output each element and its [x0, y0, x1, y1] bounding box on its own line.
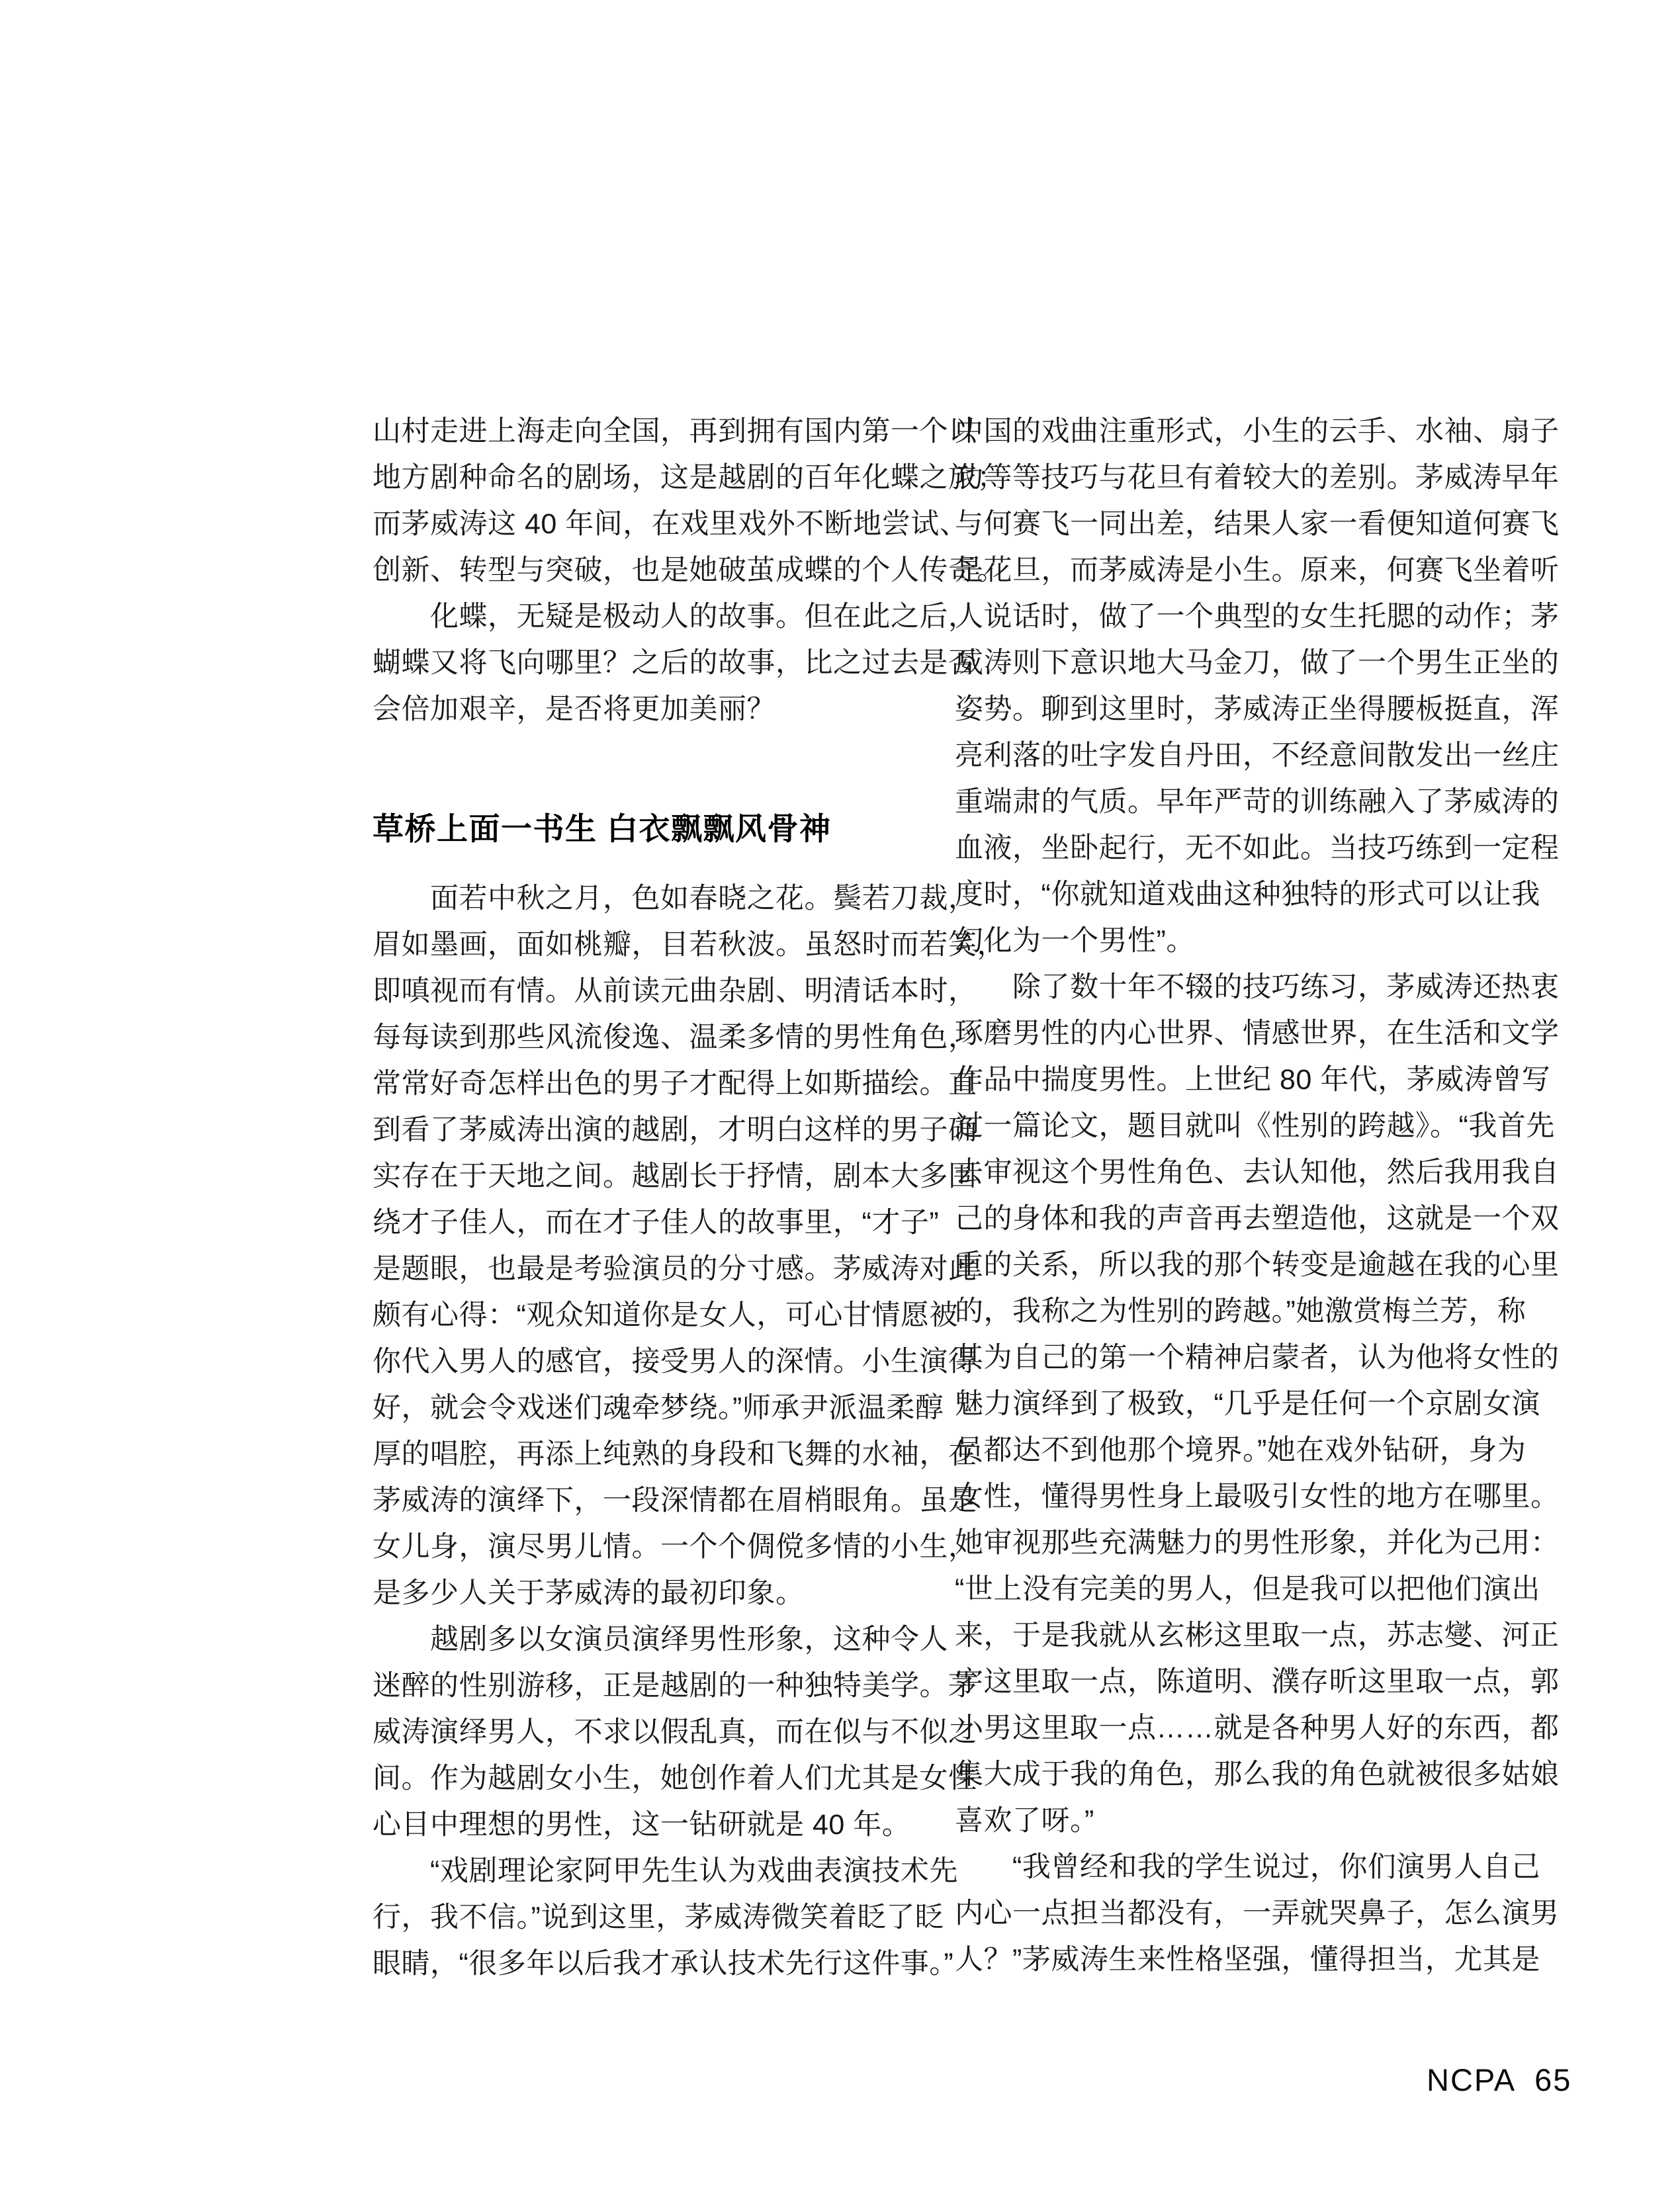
text-line: 女儿身，演尽男儿情。一个个倜傥多情的小生， [373, 1531, 977, 1563]
text-line: 魅力演绎到了极致，“几乎是任何一个京剧女演 [955, 1388, 1540, 1420]
text-line: 幻化为一个男性”。 [955, 925, 1195, 957]
text-line: 茅威涛的演绎下，一段深情都在眉梢眼角。虽是 [373, 1485, 977, 1516]
text-line: 其为自己的第一个精神启蒙者，认为他将女性的 [955, 1342, 1560, 1374]
text-line: 地方剧种命名的剧场，这是越剧的百年化蝶之旅； [373, 462, 1006, 494]
text-line: 化蝶，无疑是极动人的故事。但在此之后， [373, 601, 977, 633]
text-line: 喜欢了呀。” [955, 1805, 1094, 1837]
section-heading: 草桥上面一书生 白衣飘飘风骨神 [373, 811, 832, 846]
text-line: 实存在于天地之间。越剧长于抒情，剧本大多围 [373, 1160, 977, 1192]
text-line: 山村走进上海走向全国，再到拥有国内第一个以 [373, 416, 977, 447]
text-line: 宇这里取一点，陈道明、濮存昕这里取一点，郭 [955, 1666, 1560, 1698]
text-line: 去审视这个男性角色、去认知他，然后我用我自 [955, 1157, 1560, 1188]
text-line: 集大成于我的角色，那么我的角色就被很多姑娘 [955, 1759, 1560, 1790]
text-line: 好，就会令戏迷们魂牵梦绕。”师承尹派温柔醇 [373, 1392, 944, 1424]
text-line: 威涛则下意识地大马金刀，做了一个男生正坐的 [955, 647, 1560, 679]
text-line: 你代入男人的感官，接受男人的深情。小生演得 [373, 1346, 977, 1378]
text-line: “我曾经和我的学生说过，你们演男人自己 [955, 1851, 1540, 1883]
text-line: 度时，“你就知道戏曲这种独特的形式可以让我 [955, 879, 1540, 910]
text-line: 即嗔视而有情。从前读元曲杂剧、明清话本时， [373, 975, 977, 1007]
text-line: 小男这里取一点……就是各种男人好的东西，都 [955, 1712, 1560, 1744]
text-line: 迷醉的性别游移，正是越剧的一种独特美学。茅 [373, 1670, 977, 1702]
intro-paragraphs [373, 408, 1006, 732]
text-line: 眉如墨画，面如桃瓣，目若秋波。虽怒时而若笑， [373, 929, 1006, 961]
text-line: 血液，坐卧起行，无不如此。当技巧练到一定程 [955, 832, 1560, 864]
text-line: 面若中秋之月，色如春晓之花。鬓若刀裁， [373, 883, 977, 914]
text-line: 厚的唱腔，再添上纯熟的身段和飞舞的水袖，在 [373, 1438, 977, 1470]
text-line: 是花旦，而茅威涛是小生。原来，何赛飞坐着听 [955, 554, 1560, 586]
page-footer [1427, 2062, 1571, 2098]
text-line: 琢磨男性的内心世界、情感世界，在生活和文学 [955, 1018, 1560, 1049]
text-line: 女性，懂得男性身上最吸引女性的地方在哪里。 [955, 1481, 1560, 1512]
text-line: 创新、转型与突破，也是她破茧成蝶的个人传奇。 [373, 554, 1006, 586]
brand-label: NCPA [1427, 2062, 1517, 2097]
text-line: 而茅威涛这 40 年间，在戏里戏外不断地尝试、 [373, 508, 969, 540]
text-line: 功等等技巧与花旦有着较大的差别。茅威涛早年 [955, 462, 1560, 494]
text-line: 眼睛，“很多年以后我才承认技术先行这件事。” [373, 1948, 954, 1980]
text-line: 每每读到那些风流俊逸、温柔多情的男性角色， [373, 1022, 977, 1053]
text-line: 姿势。聊到这里时，茅威涛正坐得腰板挺直，浑 [955, 693, 1560, 725]
left-body-paragraphs [373, 875, 1006, 1987]
text-line: 内心一点担当都没有，一弄就哭鼻子，怎么演男 [955, 1898, 1560, 1929]
text-line: 颇有心得：“观众知道你是女人，可心甘情愿被 [373, 1299, 958, 1331]
text-line: 越剧多以女演员演绎男性形象，这种令人 [373, 1624, 948, 1655]
text-line: 员都达不到他那个境界。”她在戏外钻研，身为 [955, 1434, 1526, 1466]
text-line: 心目中理想的男性，这一钻研就是 40 年。 [373, 1809, 911, 1841]
text-line: 威涛演绎男人，不求以假乱真，而在似与不似之 [373, 1716, 977, 1748]
text-line: 来，于是我就从玄彬这里取一点，苏志燮、河正 [955, 1620, 1560, 1651]
text-line: 绕才子佳人，而在才子佳人的故事里，“才子” [373, 1207, 940, 1239]
text-line: 是多少人关于茅威涛的最初印象。 [373, 1577, 805, 1609]
text-line: 亮利落的吐字发自丹田，不经意间散发出一丝庄 [955, 740, 1560, 771]
page-number: 65 [1534, 2062, 1572, 2097]
text-line: 是题眼，也最是考验演员的分寸感。茅威涛对此 [373, 1253, 977, 1285]
text-line: 她审视那些充满魅力的男性形象，并化为己用： [955, 1527, 1560, 1559]
text-line: 的，我称之为性别的跨越。”她激赏梅兰芳，称 [955, 1295, 1526, 1327]
text-line: 蝴蝶又将飞向哪里？之后的故事，比之过去是否 [373, 647, 977, 679]
text-line: “世上没有完美的男人，但是我可以把他们演出 [955, 1573, 1540, 1605]
text-line: 间。作为越剧女小生，她创作着人们尤其是女性 [373, 1763, 977, 1794]
text-line: 会倍加艰辛，是否将更加美丽？ [373, 693, 775, 725]
right-column [955, 408, 1560, 1983]
text-line: 重端肃的气质。早年严苛的训练融入了茅威涛的 [955, 786, 1560, 818]
text-line: 与何赛飞一同出差，结果人家一看便知道何赛飞 [955, 508, 1560, 540]
text-line: 人？”茅威涛生来性格坚强，懂得担当，尤其是 [955, 1944, 1540, 1976]
text-line: 作品中揣度男性。上世纪 80 年代，茅威涛曾写 [955, 1064, 1551, 1096]
text-line: 常常好奇怎样出色的男子才配得上如斯描绘。直 [373, 1068, 977, 1100]
text-line: 人说话时，做了一个典型的女生托腮的动作；茅 [955, 601, 1560, 633]
text-line: 中国的戏曲注重形式，小生的云手、水袖、扇子 [955, 416, 1560, 447]
text-line: 过一篇论文，题目就叫《性别的跨越》。“我首先 [955, 1110, 1555, 1142]
text-line: 行，我不信。”说到这里，茅威涛微笑着眨了眨 [373, 1902, 944, 1933]
text-line: 重的关系，所以我的那个转变是逾越在我的心里 [955, 1249, 1560, 1281]
text-line: “戏剧理论家阿甲先生认为戏曲表演技术先 [373, 1855, 958, 1887]
text-line: 除了数十年不辍的技巧练习，茅威涛还热衷 [955, 971, 1560, 1003]
left-column [373, 408, 1006, 1987]
text-line: 到看了茅威涛出演的越剧，才明白这样的男子确 [373, 1114, 977, 1146]
text-line: 己的身体和我的声音再去塑造他，这就是一个双 [955, 1203, 1560, 1235]
